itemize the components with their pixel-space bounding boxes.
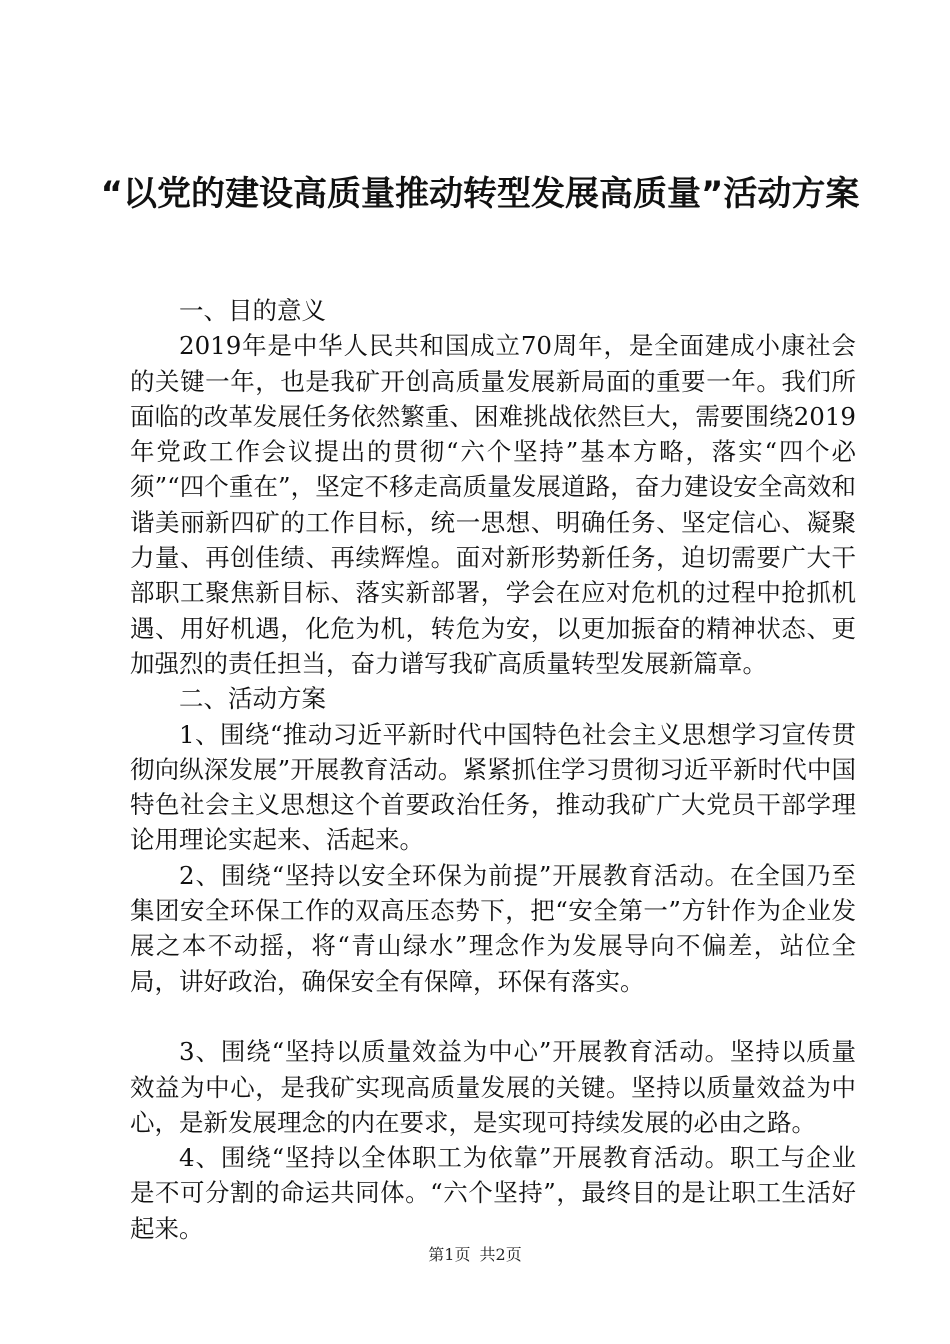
plan-item-4: 4、围绕“坚持以全体职工为依靠”开展教育活动。职工与企业是不可分割的命运共同体。“六个坚持”，最终目的是让职工生活好起来。 (130, 1143, 856, 1243)
page-footer (0, 1245, 950, 1265)
paragraph-purpose: 2019年是中华人民共和国成立70周年，是全面建成小康社会的关键一年，也是我矿开创高质量发展新局面的重要一年。我们所面临的改革发展任务依然繁重、困难挑战依然巨大，需要围绕2019年党政工作会议提出的贯彻“六个坚持”基本方略，落实“四个必须”“四个重在”，坚定不移走高质量发展道路，奋力建设安全高效和谐美丽新四矿的工作目标，统一思想、明确任务、坚定信心、凝聚力量、再创佳绩、再续辉煌。面对新形势新任务，迫切需要广大干部职工聚焦新目标、落实新部署，学会在应对危机的过程中抢抓机遇、用好机遇，化危为机，转危为安，以更加振奋的精神状态、更加强烈的责任担当，奋力谱写我矿高质量转型发展新篇章。 (130, 331, 856, 678)
document-body (130, 293, 856, 1246)
plan-item-1: 1、围绕“推动习近平新时代中国特色社会主义思想学习宣传贯彻向纵深发展”开展教育活动。紧紧抓住学习贯彻习近平新时代中国特色社会主义思想这个首要政治任务，推动我矿广大党员干部学理论用理论实起来、活起来。 (130, 719, 856, 855)
section-heading-purpose: 一、目的意义 (179, 296, 326, 325)
section-heading-plan: 二、活动方案 (179, 684, 326, 714)
page-number: 第1页 (428, 1245, 471, 1264)
page-total: 共2页 (479, 1245, 522, 1264)
plan-item-2: 2、围绕“坚持以安全环保为前提”开展教育活动。在全国乃至集团安全环保工作的双高压态势下，把“安全第一”方针作为企业发展之本不动摇，将“青山绿水”理念作为发展导向不偏差，站位全局，讲好政治，确保安全有保障，环保有落实。 (130, 860, 856, 996)
document-title: “以党的建设高质量推动转型发展高质量”活动方案 (100, 174, 860, 214)
blank-line (130, 999, 856, 1034)
plan-item-3: 3、围绕“坚持以质量效益为中心”开展教育活动。坚持以质量效益为中心，是我矿实现高质量发展的关键。坚持以质量效益为中心，是新发展理念的内在要求，是实现可持续发展的必由之路。 (130, 1037, 856, 1137)
